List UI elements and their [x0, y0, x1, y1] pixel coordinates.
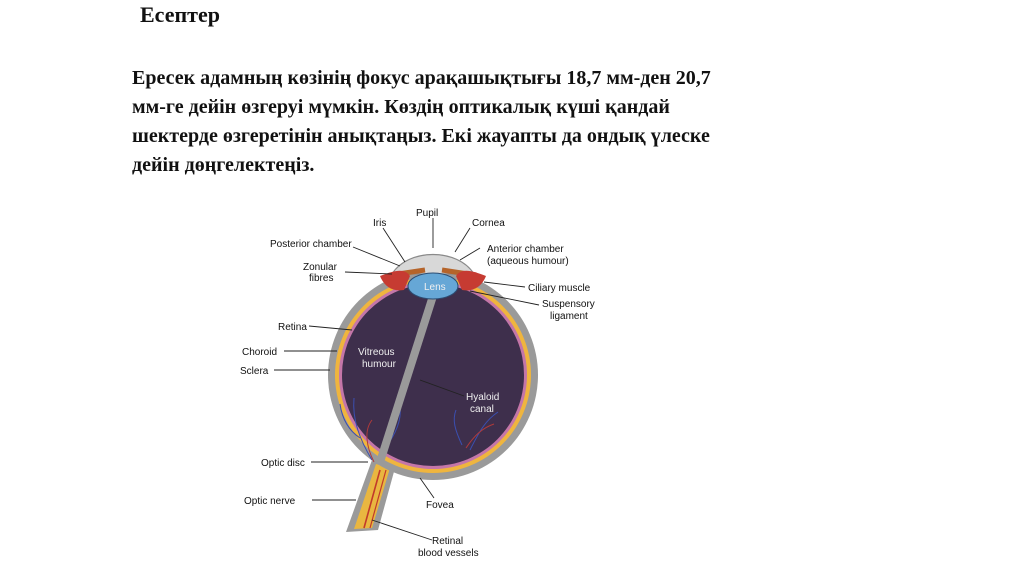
anterior-chamber-label: (aqueous humour) — [487, 256, 569, 267]
ciliary-muscle-label: Ciliary muscle — [528, 283, 591, 294]
task-line: шектерде өзгеретінін анықтаңыз. Екі жауапты да ондық үлеске — [132, 125, 710, 147]
optic-nerve-label: Optic nerve — [244, 496, 296, 507]
choroid-label: Choroid — [242, 347, 278, 358]
vitreous-body — [342, 284, 524, 466]
zonular-label: fibres — [309, 273, 334, 284]
posterior-chamber-label: Posterior chamber — [270, 239, 352, 250]
suspensory-label: ligament — [550, 311, 588, 322]
fovea-label: Fovea — [426, 500, 454, 511]
vitreous-label: Vitreous — [358, 347, 395, 358]
hyaloid-label: canal — [470, 404, 494, 415]
iris-label: Iris — [373, 218, 387, 229]
anterior-chamber-label: Anterior chamber — [487, 244, 564, 255]
retina-label: Retina — [278, 322, 307, 333]
optic-disc-label: Optic disc — [261, 458, 305, 469]
task-line: мм-ге дейін өзгеруі мүмкін. Көздің оптикалық күші қандай — [132, 96, 670, 118]
task-line: дейін дөңгелектеңіз. — [132, 154, 315, 176]
sclera-label: Sclera — [240, 366, 269, 377]
vitreous-label: humour — [362, 359, 396, 370]
optic-nerve-shape — [346, 460, 395, 532]
retinal-vessels-label: blood vessels — [418, 548, 479, 559]
suspensory-label: Suspensory — [542, 299, 595, 310]
retinal-vessels-label: Retinal — [432, 536, 464, 547]
zonular-label: Zonular — [303, 262, 337, 273]
cornea-label: Cornea — [472, 218, 505, 229]
hyaloid-label: Hyaloid — [466, 392, 500, 403]
slide-title: Есептер — [140, 2, 220, 27]
lens-label: Lens — [424, 282, 446, 293]
task-line: Ересек адамның көзінің фокус арақашықтығы 18,7 мм-ден 20,7 — [132, 67, 711, 89]
pupil-label: Pupil — [416, 208, 439, 219]
